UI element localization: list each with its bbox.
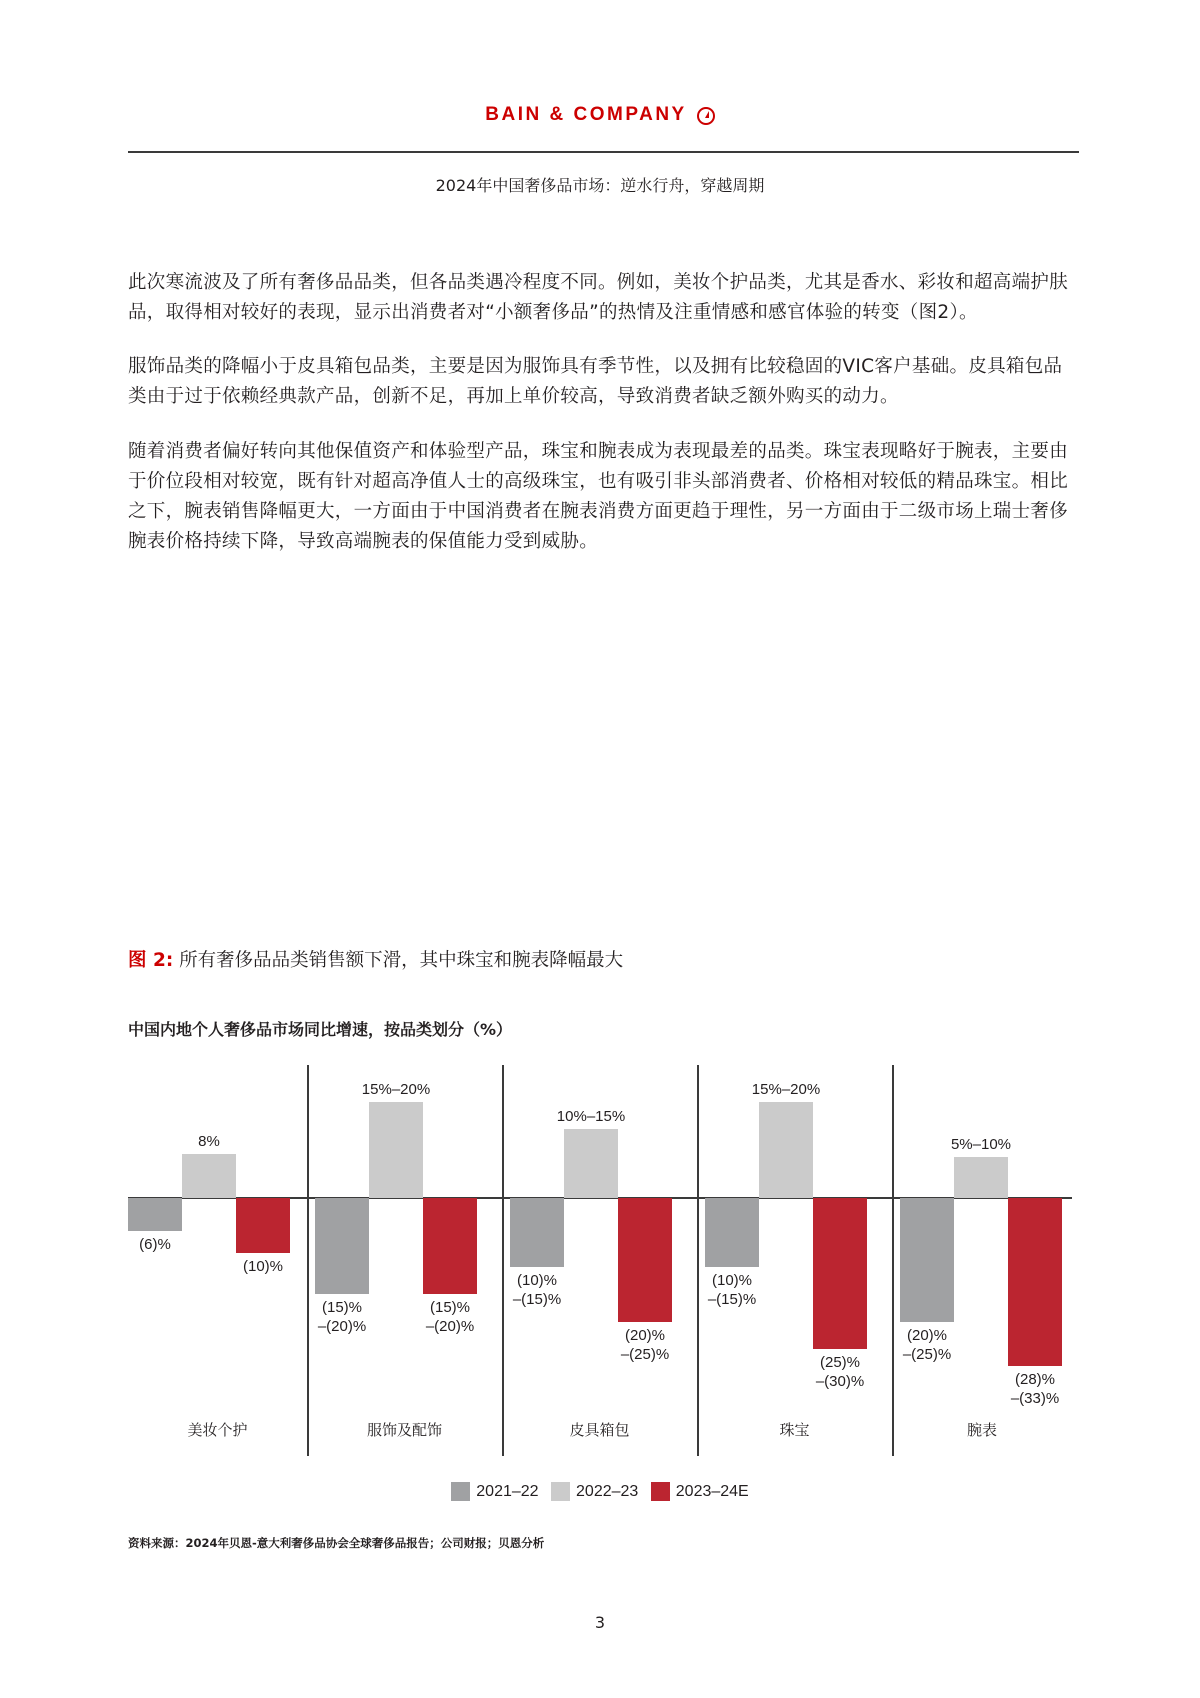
data-label: 5%–10%	[950, 1135, 1012, 1153]
paragraph-2: 服饰品类的降幅小于皮具箱包品类，主要是因为服饰具有季节性，以及拥有比较稳固的VIC客户基础。皮具箱包品类由于过于依赖经典款产品，创新不足，再加上单价较高，导致消费者缺乏额外购买的动力。	[128, 356, 1063, 407]
page-number: 3	[594, 1613, 606, 1632]
bar-2021–22	[315, 1198, 369, 1294]
chart-subtitle: 中国内地个人奢侈品市场同比增速，按品类划分（%）	[128, 1020, 513, 1039]
data-label: 10%–15%	[556, 1108, 626, 1126]
data-label: (20)% –(25)%	[902, 1326, 952, 1363]
legend-swatch	[451, 1482, 470, 1501]
bar-2021–22	[705, 1198, 759, 1267]
category-label: 美妆个护	[187, 1421, 248, 1439]
bar-2022–23	[954, 1157, 1008, 1198]
data-label: (10)%	[242, 1258, 283, 1275]
paragraph-3: 随着消费者偏好转向其他保值资产和体验型产品，珠宝和腕表成为表现最差的品类。珠宝表现略好于腕表，主要由于价位段相对较宽，既有针对超高净值人士的高级珠宝，也有吸引非头部消费者、价格相对较低的精品珠宝。相比之下，腕表销售降幅更大，一方面由于中国消费者在腕表消费方面更趋于理性，另一方面由于二级市场上瑞士奢侈腕表价格持续下降，导致高端腕表的保值能力受到威胁。	[128, 441, 1069, 552]
category-divider	[502, 1065, 504, 1456]
header-rule	[128, 151, 1079, 153]
bar-2022–23	[564, 1129, 618, 1198]
figure-title	[128, 946, 623, 972]
bar-2021–22	[900, 1198, 954, 1322]
source-note: 资料来源：2024年贝恩-意大利奢侈品协会全球奢侈品报告；公司财报；贝恩分析	[128, 1536, 545, 1550]
data-label: (10)% –(15)%	[707, 1271, 757, 1308]
data-label: (15)% –(20)%	[317, 1299, 367, 1336]
category-divider	[307, 1065, 309, 1456]
zero-baseline	[128, 1197, 1072, 1199]
legend-label: 2022–23	[576, 1482, 639, 1500]
category-label: 珠宝	[779, 1421, 810, 1439]
data-label: (15)% –(20)%	[425, 1299, 475, 1336]
legend-item-2023-24e	[651, 1482, 749, 1501]
data-label: (10)% –(15)%	[512, 1271, 562, 1308]
legend-item-2021-22	[451, 1482, 538, 1501]
paragraph-1: 此次寒流波及了所有奢侈品品类，但各品类遇冷程度不同。例如，美妆个护品类，尤其是香水、彩妆和超高端护肤品，取得相对较好的表现，显示出消费者对“小额奢侈品”的热情及注重情感和感官体验的转变（图2）。	[128, 272, 1069, 323]
legend-swatch	[551, 1482, 570, 1501]
figure-title-text: 所有奢侈品品类销售额下滑，其中珠宝和腕表降幅最大	[179, 950, 624, 971]
bar-2021–22	[128, 1198, 182, 1231]
category-label: 皮具箱包	[569, 1421, 630, 1439]
data-label: 15%–20%	[361, 1080, 431, 1098]
category-divider	[697, 1065, 699, 1456]
bar-2022–23	[369, 1102, 423, 1198]
figure-number: 图 2:	[128, 950, 174, 971]
bar-2023–24E	[1008, 1198, 1062, 1366]
data-label: (20)% –(25)%	[620, 1326, 670, 1363]
data-label: (25)% –(30)%	[815, 1354, 865, 1391]
bain-logo-icon	[697, 107, 715, 125]
category-label: 腕表	[966, 1421, 997, 1439]
legend-item-2022-23	[551, 1482, 638, 1501]
category-label: 服饰及配饰	[366, 1421, 442, 1439]
category-divider	[892, 1065, 894, 1456]
bar-2022–23	[182, 1154, 236, 1198]
chart-legend	[0, 1482, 1200, 1506]
bar-2023–24E	[618, 1198, 672, 1322]
legend-label: 2023–24E	[675, 1482, 749, 1500]
data-label: 8%	[198, 1133, 220, 1150]
legend-swatch	[651, 1482, 670, 1501]
legend-label: 2021–22	[476, 1482, 539, 1500]
bain-logo	[0, 104, 1200, 126]
bar-2023–24E	[236, 1198, 290, 1253]
running-title: 2024年中国奢侈品市场：逆水行舟，穿越周期	[435, 176, 765, 195]
bar-2022–23	[759, 1102, 813, 1198]
data-label: 15%–20%	[751, 1080, 821, 1098]
data-label: (28)% –(33)%	[1010, 1370, 1060, 1407]
bar-2023–24E	[813, 1198, 867, 1349]
brand-name: BAIN & COMPANY	[485, 104, 687, 125]
bar-2021–22	[510, 1198, 564, 1267]
bar-2023–24E	[423, 1198, 477, 1294]
data-label: (6)%	[139, 1236, 171, 1253]
